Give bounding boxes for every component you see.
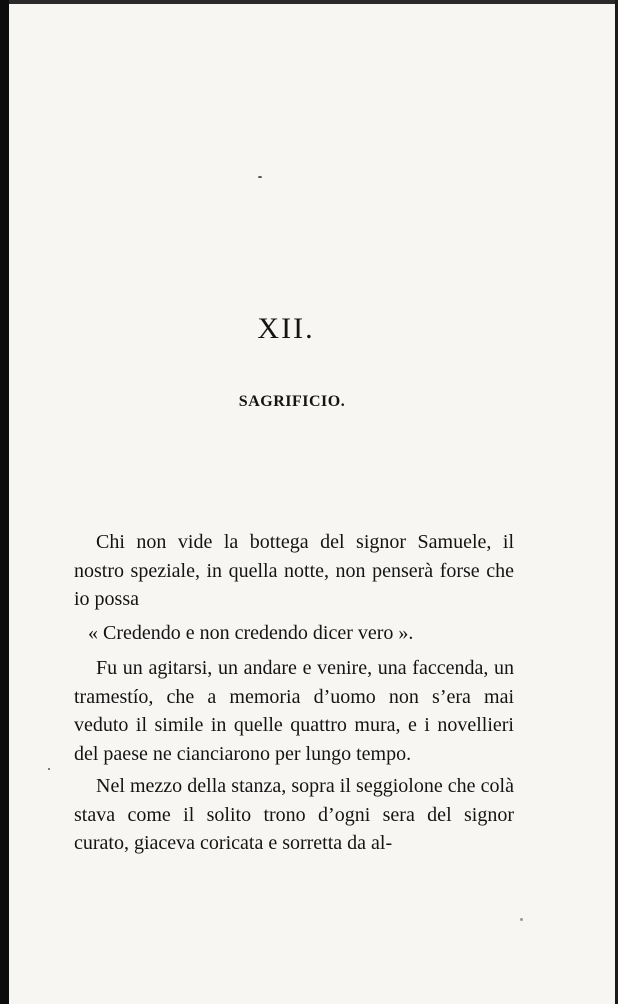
paragraph-2: Fu un agitarsi, un andare e venire, una faccenda, un tramestío, che a memoria d’uomo non s’era mai veduto il simile in quelle quattro mura, e i novellieri del paese ne cianciarono per lungo tempo. — [74, 657, 514, 765]
print-speck — [258, 176, 262, 178]
page-binding-edge — [0, 0, 9, 1004]
chapter-number: XII. — [257, 312, 315, 345]
paragraph-1: Chi non vide la bottega del signor Samuele, il nostro speziale, in quella notte, non penserà forse che io possa — [74, 531, 514, 610]
print-speck — [48, 768, 50, 770]
verse-quote: « Credendo e non credendo dicer vero ». — [88, 621, 414, 644]
print-speck — [520, 918, 523, 921]
chapter-body — [74, 528, 514, 858]
chapter-title: SAGRIFICIO. — [238, 393, 346, 410]
page-top-edge — [0, 0, 618, 4]
paragraph-3: Nel mezzo della stanza, sopra il seggiolone che colà stava come il solito trono d’ogni sera del signor curato, giaceva coricata e sorretta da al- — [74, 775, 514, 854]
